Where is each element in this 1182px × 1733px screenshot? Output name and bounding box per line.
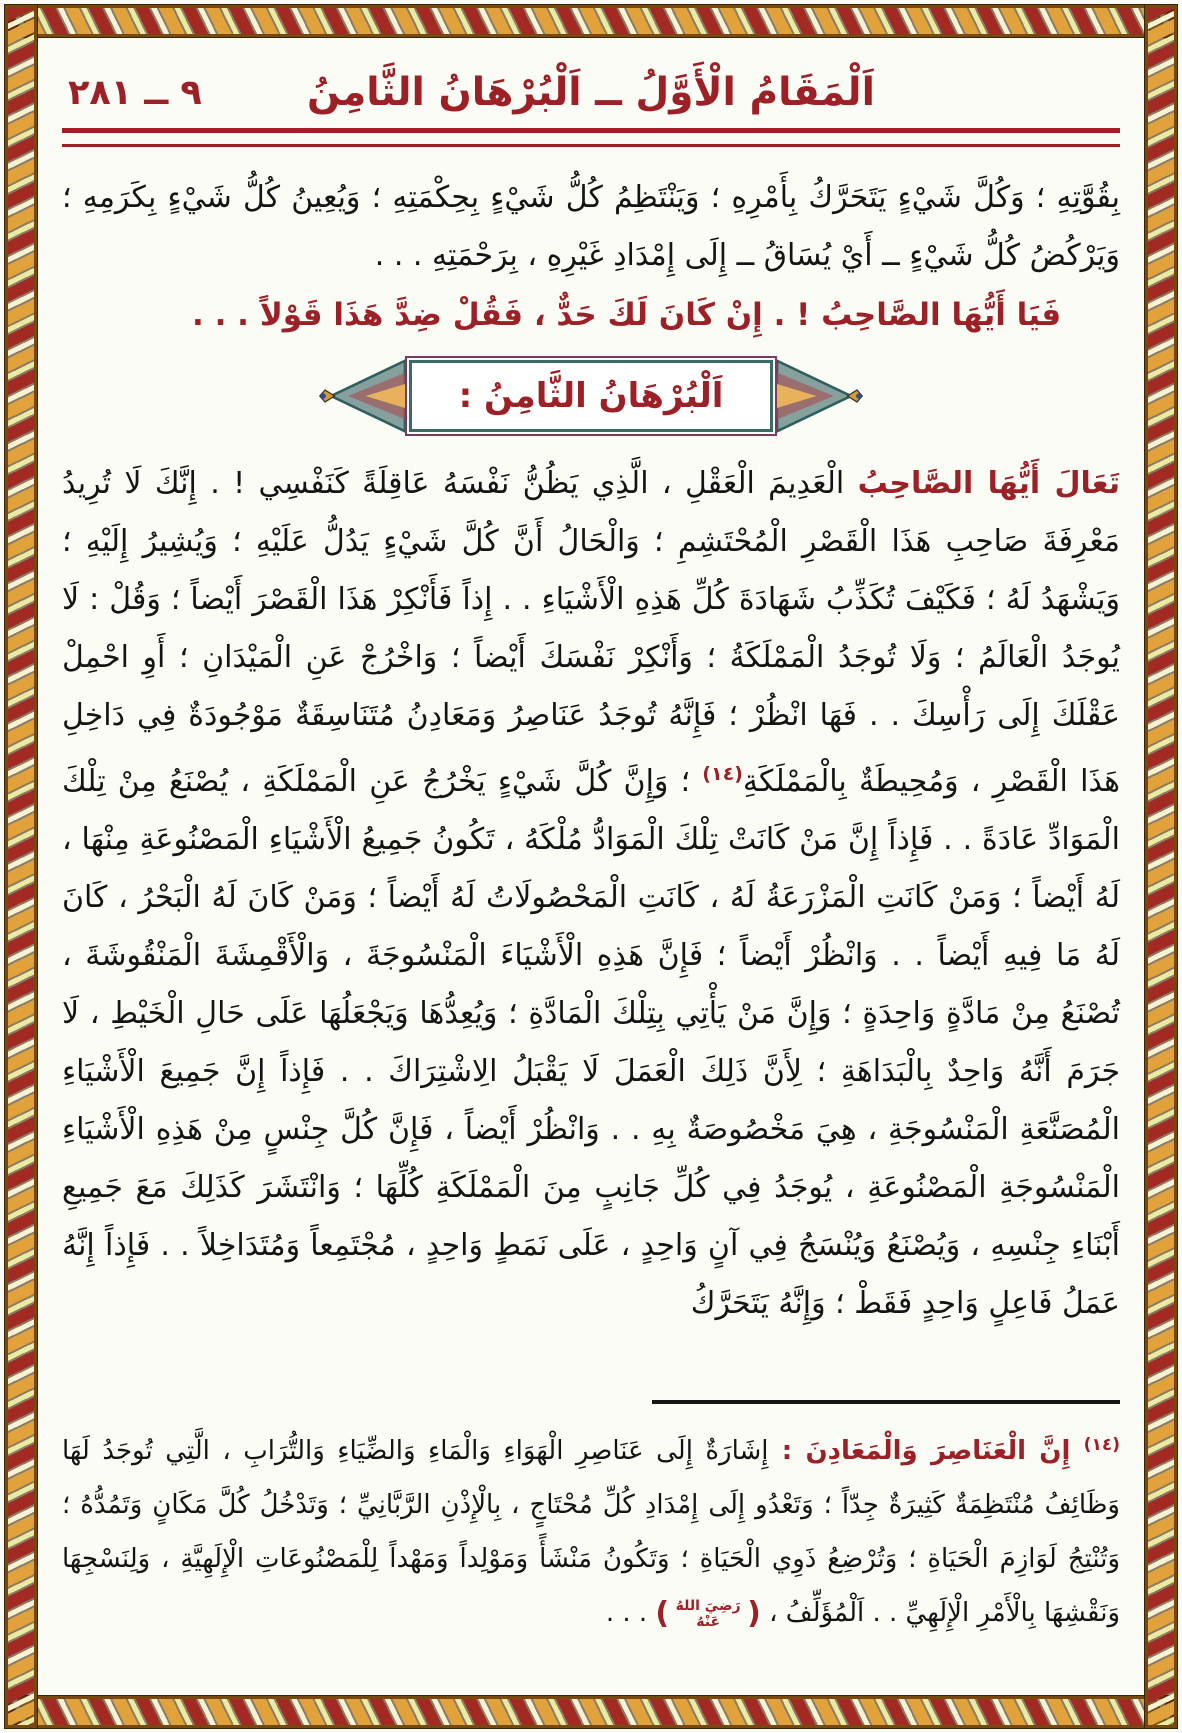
main-paragraph-part1: الْعَدِيمَ الْعَقْلِ ، الَّذِي يَظُنُّ نَفْسَهُ عَاقِلَةً كَنَفْسِي ! . إِنَّكَ لَا تُرِيدُ مَعْرِفَةَ صَاحِبِ هَذَا الْقَصْرِ الْمُحْتَشِمِ ؛ وَالْحَالُ أَنَّ كُلَّ شَيْءٍ يَدُلُّ عَلَيْهِ ؛ وَيُشِيرُ إِلَيْهِ ؛ وَيَشْهَدُ لَهُ ؛ فَكَيْفَ تُكَذِّبُ شَهَادَةَ كُلِّ هَذِهِ الْأَشْيَاءِ . . إِذاً فَأَنْكِرْ هَذَا الْقَصْرَ أَيْضاً ؛ وَقُلْ : لَا يُوجَدُ الْعَالَمُ ؛ وَلَا تُوجَدُ الْمَمْلَكَةُ ؛ وَأَنْكِرْ نَفْسَكَ أَيْضاً ؛ وَاخْرُجْ عَنِ الْمَيْدَانِ ؛ أَوِ احْمِلْ عَقْلَكَ إِلَى رَأْسِكَ . . فَهَا انْظُرْ ؛ فَإِنَّهُ تُوجَدُ عَنَاصِرُ وَمَعَادِنُ مُتَنَاسِقَةٌ مَوْجُودَةٌ فِي دَاخِلِ هَذَا الْقَصْرِ ، وَمُحِيطَةٌ بِالْمَمْلَكَةِ	[62, 466, 1120, 799]
footnote-14	[62, 1418, 1120, 1641]
main-paragraph-red-lead: تَعَالَ أَيُّهَا الصَّاحِبُ	[857, 466, 1120, 501]
footnote-reference-14: (١٤)	[702, 763, 743, 785]
main-paragraph-part2: ؛ وَإِنَّ كُلَّ شَيْءٍ يَخْرُجُ عَنِ الْمَمْلَكَةِ ، يُصْنَعُ مِنْ تِلْكَ الْمَوَادِّ عَادَةً . . فَإِذاً إِنَّ مَنْ كَانَتْ تِلْكَ الْمَوَادُّ مُلْكَهُ ، تَكُونُ جَمِيعُ الْأَشْيَاءِ الْمَصْنُوعَةِ مِنْهَا ، لَهُ أَيْضاً ؛ وَمَنْ كَانَتِ الْمَزْرَعَةُ لَهُ ، كَانَتِ الْمَحْصُولَاتُ لَهُ أَيْضاً ؛ وَمَنْ كَانَ لَهُ الْبَحْرُ ، كَانَ لَهُ مَا فِيهِ أَيْضاً . . وَانْظُرْ أَيْضاً ؛ فَإِنَّ هَذِهِ الْأَشْيَاءَ الْمَنْسُوجَةَ ، وَالْأَقْمِشَةَ الْمَنْقُوشَةَ ، تُصْنَعُ مِنْ مَادَّةٍ وَاحِدَةٍ ؛ وَإِنَّ مَنْ يَأْتِي بِتِلْكَ الْمَادَّةِ ؛ وَيُعِدُّهَا وَيَجْعَلُهَا عَلَى حَالِ الْخَيْطِ ، لَا جَرَمَ أَنَّهُ وَاحِدٌ بِالْبَدَاهَةِ ؛ لِأَنَّ ذَلِكَ الْعَمَلَ لَا يَقْبَلُ الِاشْتِرَاكَ . . فَإِذاً إِنَّ جَمِيعَ الْأَشْيَاءِ الْمُصَنَّعَةِ الْمَنْسُوجَةِ ، هِيَ مَخْصُوصَةٌ بِهِ . . وَانْظُرْ أَيْضاً ، فَإِنَّ كُلَّ جِنْسٍ مِنْ هَذِهِ الْأَشْيَاءِ الْمَنْسُوجَةِ الْمَصْنُوعَةِ ، يُوجَدُ فِي كُلِّ جَانِبٍ مِنَ الْمَمْلَكَةِ كُلِّهَا ؛ وَانْتَشَرَ كَذَلِكَ مَعَ جَمِيعِ أَبْنَاءِ جِنْسِهِ ، وَيُصْنَعُ وَيُنْسَجُ فِي آنٍ وَاحِدٍ ، عَلَى نَمَطٍ وَاحِدٍ ، مُجْتَمِعاً وَمُتَدَاخِلاً . . فَإِذاً إِنَّهُ عَمَلُ فَاعِلٍ وَاحِدٍ فَقَطْ ؛ وَإِنَّهُ يَتَحَرَّكُ	[62, 764, 1120, 1321]
border-right-ornament	[1145, 5, 1177, 1728]
red-callout-text: فَيَا أَيُّهَا الصَّاحِبُ ! . إِنْ كَانَ لَكَ حَدٌّ ، فَقُلْ ضِدَّ هَذَا قَوْلاً . . .	[192, 297, 1062, 333]
footnote-block	[62, 1400, 1120, 1667]
border-bottom-ornament	[5, 1696, 1177, 1728]
footnote-text: إِشَارَةٌ إِلَى عَنَاصِرِ الْهَوَاءِ وَالْمَاءِ وَالضِّيَاءِ وَالتُّرَابِ ، الَّتِي تُوجَدُ لَهَا وَظَائِفُ مُنْتَظِمَةٌ كَثِيرَةٌ جِدّاً ؛ وَتَعْدُو إِلَى إِمْدَادِ كُلِّ مُحْتَاجٍ ، بِالْإِذْنِ الرَّبَّانِيِّ ؛ وَتَدْخُلُ كُلَّ مَكَانٍ وَتَمُدُّهُ ؛ وَتُنْتِجُ لَوَازِمَ الْحَيَاةِ ؛ وَتُرْضِعُ ذَوِي الْحَيَاةِ ؛ وَتَكُونُ مَنْشَأً وَمَوْلِداً وَمَهْداً لِلْمَصْنُوعَاتِ الْإِلَهِيَّةِ ، وَلِنَسْجِهَا وَنَقْشِهَا بِالْأَمْرِ الْإِلَهِيِّ . . اَلْمُؤَلِّفُ ،	[62, 1436, 1120, 1628]
footnote-red-lead: إِنَّ الْعَنَاصِرَ وَالْمَعَادِنَ :	[768, 1436, 1084, 1466]
ornament-title: اَلْبُرْهَانُ الثَّامِنُ :	[458, 376, 724, 416]
footnote-trailing-dots: . . .	[605, 1598, 656, 1628]
page-title: اَلْمَقَامُ الْأَوَّلُ ــ اَلْبُرْهَانُ الثَّامِنُ	[307, 70, 875, 115]
footnote-separator	[652, 1400, 1120, 1404]
seal-open-paren: (	[747, 1596, 761, 1631]
footnote-marker: (١٤)	[1083, 1435, 1120, 1455]
section-ornament	[62, 355, 1120, 437]
header-rule	[62, 128, 1120, 147]
ornament-left-finial-icon	[319, 355, 405, 437]
red-callout-line	[62, 285, 1120, 345]
border-top-ornament	[5, 5, 1177, 37]
ornament-title-box	[405, 356, 777, 436]
running-header	[62, 62, 1120, 124]
border-left-ornament	[5, 5, 37, 1728]
seal-close-paren: )	[655, 1596, 670, 1631]
page-content	[40, 40, 1142, 1693]
author-seal	[655, 1596, 761, 1631]
intro-paragraph: بِقُوَّتِهِ ؛ وَكُلَّ شَيْءٍ يَتَحَرَّكُ بِأَمْرِهِ ؛ وَيَنْتَظِمُ كُلُّ شَيْءٍ بِحِكْمَتِهِ ؛ وَيُعِينُ كُلُّ شَيْءٍ بِكَرَمِهِ ؛ وَيَرْكُضُ كُلُّ شَيْءٍ ــ أَيْ يُسَاقُ ــ إِلَى إِمْدَادِ غَيْرِهِ ، بِرَحْمَتِهِ . . .	[62, 180, 1120, 273]
ornament-right-finial-icon	[777, 355, 863, 437]
main-paragraph	[62, 455, 1120, 1333]
page-number: ٩ ــ ٢٨١	[68, 73, 202, 113]
seal-calligraphy: رَضِيَ اللهُ عَنْهُ	[675, 1597, 741, 1630]
